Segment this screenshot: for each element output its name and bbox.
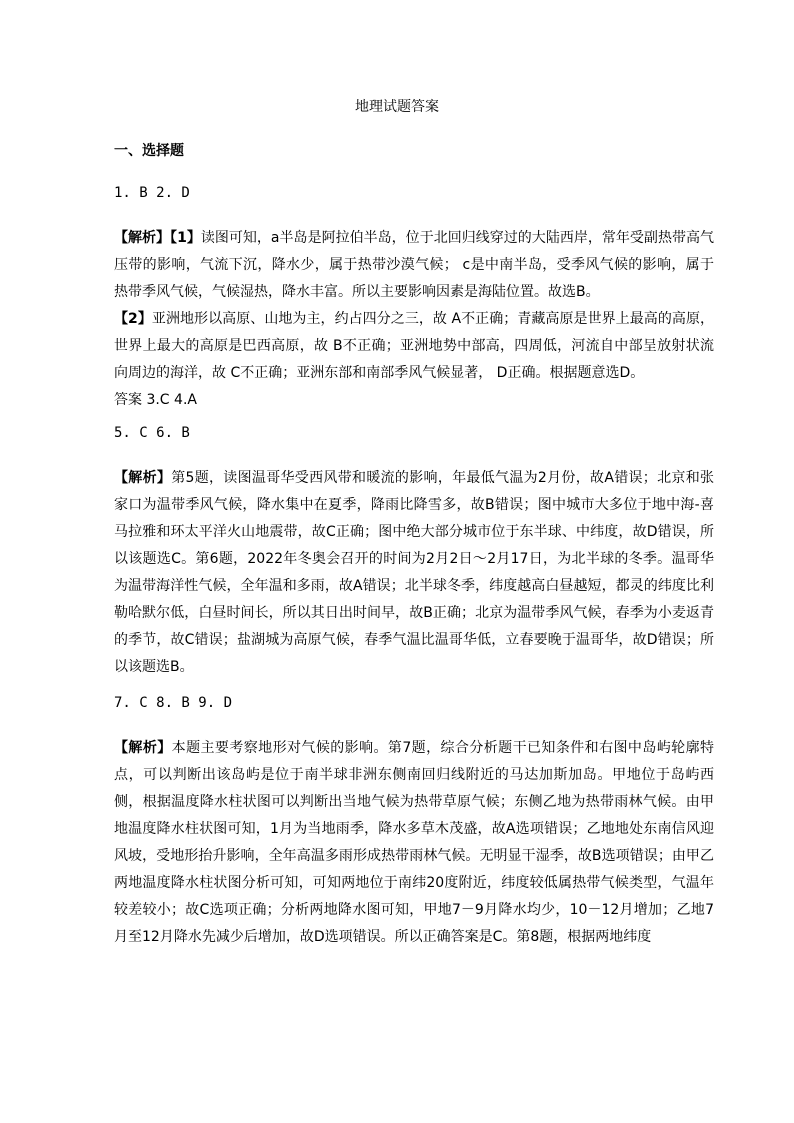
explanation-text: 第5题，读图温哥华受西风带和暖流的影响，年最低气温为2月份，故A错误；北京和张家口为温带季风气候，降水集中在夏季，降雨比降雪多，故B错误；图中城市大多位于地中海-喜马拉雅和环太平洋火山地震带，故C正确；图中绝大部分城市位于东半球、中纬度，故D错误，所以该题选C。第6题，2022年冬奥会召开的时间为2月2日～2月17日，为北半球的冬季。温哥华为温带海洋性气候，全年温和多雨，故A错误；北半球冬季，纬度越高白昼越短，都灵的纬度比利勒哈默尔低，白昼时间长，所以其日出时间早，故B正确；北京为温带季风气候，春季为小麦返青的季节，故C错误；盐湖城为高原气候，春季气温比温哥华低，立春要晚于温哥华，故D错误；所以该题选B。: [114, 470, 715, 675]
answers-5-6: 5. C 6. B: [114, 425, 190, 441]
explanation-1: [114, 225, 714, 306]
answers-3-4: 答案 3.C 4.A: [114, 392, 197, 408]
explanation-tag: 【解析】【1】: [114, 230, 201, 246]
explanation-text: 读图可知，a半岛是阿拉伯半岛，位于北回归线穿过的大陆西岸，常年受副热带高气压带的影响，气流下沉，降水少，属于热带沙漠气候； c是中南半岛，受季风气候的影响，属于热带季风气候，气候湿热，降水丰富。所以主要影响因素是海陆位置。故选B。: [114, 230, 714, 300]
explanation-4: [114, 735, 714, 951]
explanation-2: [114, 306, 714, 387]
explanation-tag: 【2】: [114, 311, 152, 327]
answers-1-2: 1. B 2. D: [114, 185, 190, 201]
explanation-text: 本题主要考察地形对气候的影响。第7题，综合分析题干已知条件和右图中岛屿轮廓特点，可以判断出该岛屿是位于南半球非洲东侧南回归线附近的马达加斯加岛。甲地位于岛屿西侧，根据温度降水柱状图可以判断出当地气候为热带草原气候；东侧乙地为热带雨林气候。由甲地温度降水柱状图可知，1月为当地雨季，降水多草木茂盛，故A选项错误；乙地地处东南信风迎风坡，受地形抬升影响，全年高温多雨形成热带雨林气候。无明显干湿季，故B选项错误；由甲乙两地温度降水柱状图分析可知，可知两地位于南纬20度附近，纬度较低属热带气候类型，气温年较差较小；故C选项正确；分析两地降水图可知，甲地7－9月降水均少，10－12月增加；乙地7月至12月降水先减少后增加，故D选项错误。所以正确答案是C。第8题，根据两地纬度: [114, 740, 715, 945]
answers-7-9: 7. C 8. B 9. D: [114, 695, 233, 711]
explanation-tag: 【解析】: [114, 740, 172, 756]
explanation-tag: 【解析】: [114, 470, 172, 486]
explanation-3: [114, 465, 714, 681]
section-heading: 一、选择题: [114, 143, 184, 159]
page-title: 地理试题答案: [355, 99, 439, 115]
answer-content: [114, 142, 714, 951]
explanation-text: 亚洲地形以高原、山地为主，约占四分之三，故 A不正确；青藏高原是世界上最高的高原，世界上最大的高原是巴西高原，故 B不正确；亚洲地势中部高，四周低，河流自中部呈放射状流向周边的海洋，故 C不正确；亚洲东部和南部季风气候显著， D正确。根据题意选D。: [114, 311, 714, 381]
